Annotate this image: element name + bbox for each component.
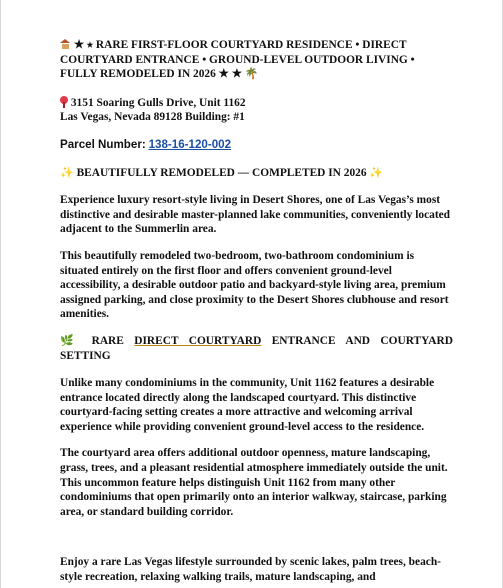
intro-paragraph: Experience luxury resort-style living in Desert Shores, one of Las Vegas’s most distinctive and desirable master-planned lake communities, conveniently located adjacent to the Summerlin area. bbox=[60, 194, 451, 236]
property-address bbox=[60, 96, 453, 125]
pin-icon bbox=[60, 96, 68, 108]
section-spacer bbox=[60, 531, 453, 555]
parcel-number-link[interactable]: 138-16-120-002 bbox=[148, 137, 232, 151]
address-line-1: 3151 Soaring Gulls Drive, Unit 1162 bbox=[70, 96, 246, 109]
courtyard-heading-prefix: RARE bbox=[91, 334, 124, 347]
courtyard-heading-suffix: ENTRANCE AND COURTYARD SETTING bbox=[60, 334, 453, 362]
details-paragraph: This beautifully remodeled two-bedroom, two-bathroom condominium is situated entirely on the first floor and offers convenient ground-level accessibility, a desirable outdoor patio and backyard-style living area, premium assigned parking, and close proximity to the Desert Shores clubhouse and resort amenities. bbox=[60, 249, 449, 321]
parcel-label: Parcel Number: bbox=[60, 137, 146, 151]
listing-title-text: ★ ⭑ RARE FIRST-FLOOR COURTYARD RESIDENCE • DIRECT COURTYARD ENTRANCE • GROUND-LEVEL OUTDOOR LIVING • FULLY REMODELED IN 2026 ★ ★ bbox=[60, 39, 415, 81]
address-line-2: Las Vegas, Nevada 89128 Building: #1 bbox=[60, 111, 245, 124]
listing-title bbox=[60, 38, 453, 82]
palm-tree-icon: 🌴 bbox=[244, 67, 259, 81]
sparkles-icon: ✨ bbox=[369, 165, 384, 179]
house-icon bbox=[60, 39, 71, 49]
courtyard-heading bbox=[60, 334, 453, 363]
courtyard-heading-underlined: DIRECT COURTYARD bbox=[134, 334, 262, 347]
courtyard-paragraph-2: The courtyard area offers additional outdoor openness, mature landscaping, grass, trees, and a pleasant residential atmosphere immediately outside the unit. This uncommon feature helps distinguish Unit 1162 from many other condominiums that open primarily onto an interior walkway, staircase, parking area, or standard building corridor. bbox=[60, 447, 448, 518]
parcel-number bbox=[60, 138, 453, 153]
page-border-left bbox=[0, 0, 1, 588]
remodeled-heading-text: BEAUTIFULLY REMODELED — COMPLETED IN 2026 bbox=[76, 166, 367, 179]
remodeled-heading bbox=[60, 166, 453, 181]
herb-icon: 🌿 bbox=[60, 333, 82, 347]
sparkles-icon: ✨ bbox=[60, 165, 74, 179]
courtyard-paragraph-1: Unlike many condominiums in the community, Unit 1162 features a desirable entrance located directly along the landscaped courtyard. This distinctive courtyard-facing setting creates a more attractive and welcoming arrival experience while providing convenient ground-level access to the residence. bbox=[60, 377, 435, 433]
closing-paragraph: Enjoy a rare Las Vegas lifestyle surrounded by scenic lakes, palm trees, beach-style recreation, relaxing walking trails, mature landscaping, and bbox=[60, 556, 441, 584]
